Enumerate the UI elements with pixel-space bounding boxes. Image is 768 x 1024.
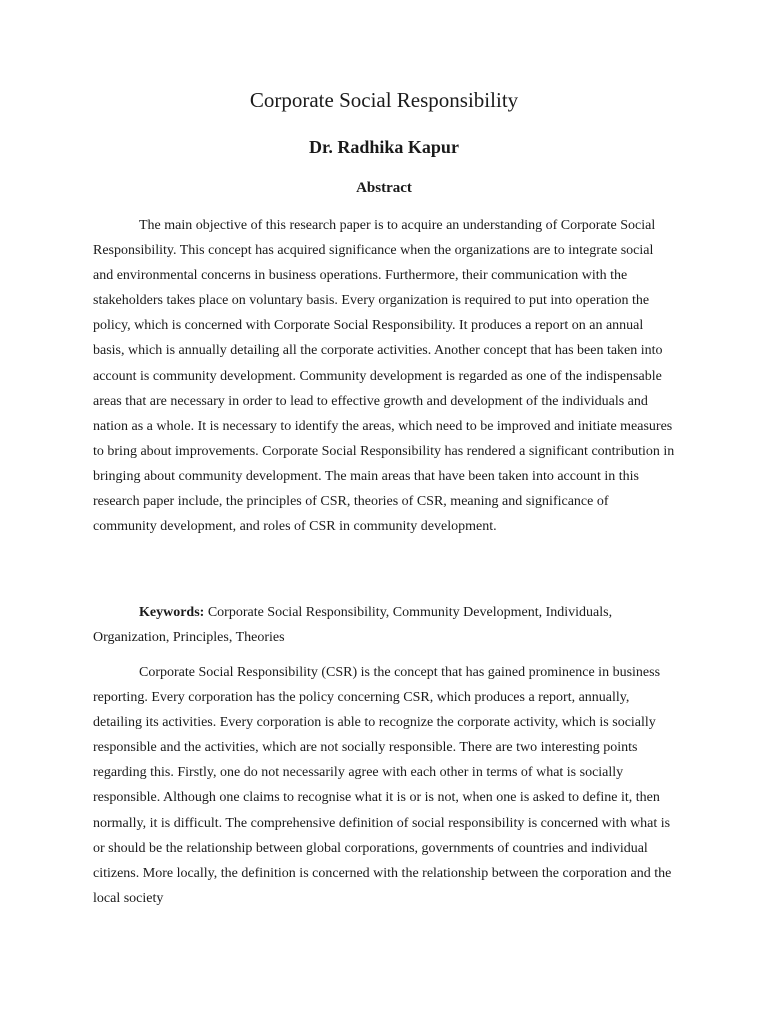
paper-title: Corporate Social Responsibility [249,88,519,112]
keywords-list: Corporate Social Responsibility, Community Development, Individuals, Organization, Principles, Theories [93,605,613,646]
author-name: Dr. Radhika Kapur [309,137,459,157]
keywords-label: Keywords: [139,605,205,620]
keywords-paragraph [93,600,675,650]
abstract-heading: Abstract [356,180,412,196]
introduction-paragraph: Corporate Social Responsibility (CSR) is the concept that has gained prominence in business reporting. Every corporation has the policy concerning CSR, which produces a report, annually, detailing its activities. Every corporation is able to recognize the corporate activity, which is socially responsible and the activities, which are not socially responsible. There are two interesting points regarding this. Firstly, one do not necessarily agree with each other in terms of what is socially responsible. Although one claims to recognise what it is or is not, when one is asked to define it, then normally, it is difficult. The comprehensive definition of social responsibility is concerned with what is or should be the relationship between global corporations, governments of countries and individual citizens. More locally, the definition is concerned with the relationship between the corporation and the local society [93,665,672,906]
abstract-paragraph: The main objective of this research paper is to acquire an understanding of Corporate Social Responsibility. This concept has acquired significance when the organizations are to integrate social and environmental concerns in business operations. Furthermore, their communication with the stakeholders takes place on voluntary basis. Every organization is required to put into operation the policy, which is concerned with Corporate Social Responsibility. It produces a report on an annual basis, which is annually detailing all the corporate activities. Another concept that has been taken into account is community development. Community development is regarded as one of the indispensable areas that are necessary in order to lead to effective growth and development of the individuals and nation as a whole. It is necessary to identify the areas, which need to be improved and initiate measures to bring about improvements. Corporate Social Responsibility has rendered a significant contribution in bringing about community development. The main areas that have been taken into account in this research paper include, the principles of CSR, theories of CSR, meaning and significance of community development, and roles of CSR in community development. [93,218,675,535]
